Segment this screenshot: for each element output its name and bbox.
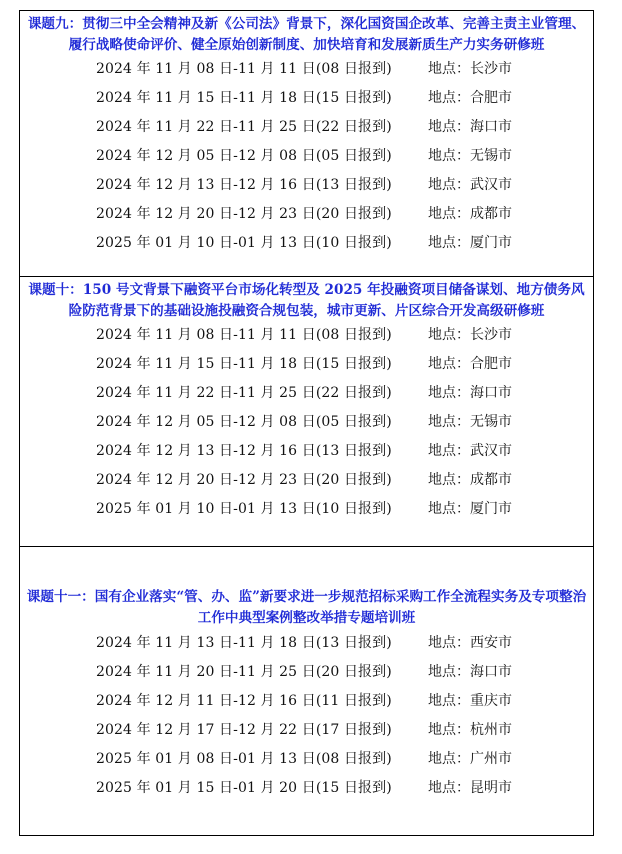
session-date: 2024 年 11 月 08 日-11 月 11 日(08 日报到): [96, 327, 392, 343]
session-location: 地点：无锡市: [428, 148, 512, 164]
session-date: 2024 年 12 月 20 日-12 月 23 日(20 日报到): [96, 206, 392, 222]
session-row: [20, 55, 593, 84]
session-row: [20, 200, 593, 229]
session-location: 地点：长沙市: [428, 61, 512, 77]
session-location: 地点：长沙市: [428, 327, 512, 343]
session-location: 地点：合肥市: [428, 356, 512, 372]
session-location: 地点：成都市: [428, 472, 512, 488]
course-section-11: [19, 547, 594, 836]
session-date: 2024 年 12 月 13 日-12 月 16 日(13 日报到): [96, 177, 392, 193]
session-row: [20, 321, 593, 350]
session-row: [20, 466, 593, 495]
session-row: [20, 687, 593, 716]
course-title: 课题十一：国有企业落实“管、办、监”新要求进一步规范招标采购工作全流程实务及专项整治工作中典型案例整改举措专题培训班: [26, 589, 587, 626]
session-location: 地点：昆明市: [428, 780, 512, 796]
session-location: 地点：厦门市: [428, 501, 512, 517]
session-location: 地点：海口市: [428, 664, 512, 680]
session-list: [20, 321, 593, 524]
session-row: [20, 229, 593, 258]
session-location: 地点：无锡市: [428, 414, 512, 430]
session-row: [20, 629, 593, 658]
session-date: 2024 年 12 月 17 日-12 月 22 日(17 日报到): [96, 722, 392, 738]
session-date: 2024 年 12 月 20 日-12 月 23 日(20 日报到): [96, 472, 392, 488]
session-location: 地点：武汉市: [428, 443, 512, 459]
session-date: 2024 年 11 月 20 日-11 月 25 日(20 日报到): [96, 664, 392, 680]
session-date: 2024 年 11 月 13 日-11 月 18 日(13 日报到): [96, 635, 392, 651]
session-location: 地点：重庆市: [428, 693, 512, 709]
session-location: 地点：西安市: [428, 635, 512, 651]
course-section-10: [19, 277, 594, 547]
session-location: 地点：合肥市: [428, 90, 512, 106]
session-row: [20, 408, 593, 437]
session-row: [20, 84, 593, 113]
session-date: 2024 年 12 月 05 日-12 月 08 日(05 日报到): [96, 148, 392, 164]
session-location: 地点：广州市: [428, 751, 512, 767]
session-row: [20, 142, 593, 171]
session-date: 2024 年 12 月 11 日-12 月 16 日(11 日报到): [96, 693, 392, 709]
course-section-9: [19, 10, 594, 277]
schedule-document: [19, 10, 594, 836]
session-location: 地点：厦门市: [428, 235, 512, 251]
session-date: 2024 年 11 月 22 日-11 月 25 日(22 日报到): [96, 119, 392, 135]
session-row: [20, 658, 593, 687]
session-row: [20, 113, 593, 142]
session-date: 2024 年 11 月 15 日-11 月 18 日(15 日报到): [96, 90, 392, 106]
session-row: [20, 350, 593, 379]
session-date: 2024 年 12 月 05 日-12 月 08 日(05 日报到): [96, 414, 392, 430]
session-row: [20, 774, 593, 803]
course-title: 课题十：150 号文背景下融资平台市场化转型及 2025 年投融资项目储备谋划、地方债务风险防范背景下的基础设施投融资合规包装，城市更新、片区综合开发高级研修班: [28, 282, 585, 319]
session-location: 地点：海口市: [428, 385, 512, 401]
session-date: 2025 年 01 月 08 日-01 月 13 日(08 日报到): [96, 751, 392, 767]
session-row: [20, 437, 593, 466]
session-row: [20, 745, 593, 774]
session-location: 地点：海口市: [428, 119, 512, 135]
course-title: 课题九：贯彻三中全会精神及新《公司法》背景下，深化国资国企改革、完善主责主业管理、履行战略使命评价、健全原始创新制度、加快培育和发展新质生产力实务研修班: [27, 16, 586, 53]
session-row: [20, 495, 593, 524]
session-list: [20, 629, 593, 803]
session-date: 2025 年 01 月 10 日-01 月 13 日(10 日报到): [96, 501, 392, 517]
session-list: [20, 55, 593, 258]
session-row: [20, 379, 593, 408]
session-date: 2024 年 11 月 08 日-11 月 11 日(08 日报到): [96, 61, 392, 77]
session-date: 2024 年 11 月 15 日-11 月 18 日(15 日报到): [96, 356, 392, 372]
session-row: [20, 716, 593, 745]
session-date: 2024 年 12 月 13 日-12 月 16 日(13 日报到): [96, 443, 392, 459]
session-location: 地点：杭州市: [428, 722, 512, 738]
session-row: [20, 171, 593, 200]
session-location: 地点：武汉市: [428, 177, 512, 193]
session-date: 2024 年 11 月 22 日-11 月 25 日(22 日报到): [96, 385, 392, 401]
session-location: 地点：成都市: [428, 206, 512, 222]
session-date: 2025 年 01 月 15 日-01 月 20 日(15 日报到): [96, 780, 392, 796]
session-date: 2025 年 01 月 10 日-01 月 13 日(10 日报到): [96, 235, 392, 251]
